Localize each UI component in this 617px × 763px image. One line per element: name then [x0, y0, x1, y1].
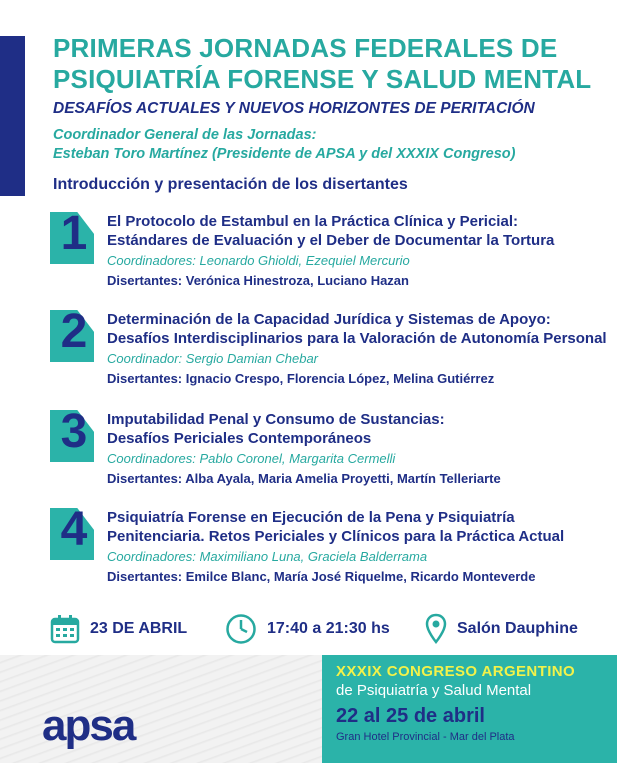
- session-coordinators: Coordinadores: Maximiliano Luna, Graciela Balderrama: [107, 549, 428, 564]
- session-text: [107, 212, 617, 290]
- calendar-icon: [50, 614, 80, 644]
- congress-dates: 22 al 25 de abril: [336, 705, 485, 727]
- session-title-line1: El Protocolo de Estambul en la Práctica Clínica y Pericial:: [107, 213, 518, 230]
- place-info: [425, 612, 578, 646]
- session-number: 2: [60, 305, 88, 358]
- location-pin-icon: [425, 613, 447, 645]
- clock-icon: [225, 613, 257, 645]
- session-title-line1: Imputabilidad Penal y Consumo de Sustancias:: [107, 411, 445, 428]
- session-title-line1: Determinación de la Capacidad Jurídica y Sistemas de Apoyo:: [107, 311, 551, 328]
- session-number: 1: [60, 207, 88, 260]
- time-text: 17:40 a 21:30 hs: [267, 620, 390, 637]
- place-text: Salón Dauphine: [457, 620, 578, 637]
- congress-venue: Gran Hotel Provincial - Mar del Plata: [336, 731, 515, 743]
- coordinator-name: Esteban Toro Martínez (Presidente de APSA y del XXXIX Congreso): [53, 146, 516, 162]
- session-number: 4: [60, 503, 88, 556]
- session-title-line1: Psiquiatría Forense en Ejecución de la Pena y Psiquiatría: [107, 509, 515, 526]
- general-coordinator: [53, 126, 613, 164]
- event-subtitle: DESAFÍOS ACTUALES Y NUEVOS HORIZONTES DE PERITACIÓN: [53, 100, 535, 117]
- session-number: 3: [60, 405, 88, 458]
- session-text: [107, 410, 617, 488]
- session-title-line2: Penitenciaria. Retos Periciales y Clínicos para la Práctica Actual: [107, 528, 565, 545]
- session-text: [107, 310, 617, 388]
- session-title-line2: Desafíos Interdisciplinarios para la Valoración de Autonomía Personal: [107, 330, 607, 347]
- apsa-logo: [40, 700, 160, 750]
- event-title: [53, 33, 613, 95]
- time-info: [225, 612, 390, 646]
- svg-text:apsa: apsa: [42, 701, 135, 750]
- congress-title: XXXIX CONGRESO ARGENTINO: [336, 663, 576, 680]
- session-speakers: Disertantes: Alba Ayala, Maria Amelia Proyetti, Martín Telleriarte: [107, 471, 501, 486]
- session-text: [107, 508, 617, 586]
- event-info: [50, 612, 610, 646]
- event-title-line1: PRIMERAS JORNADAS FEDERALES DE: [53, 33, 558, 63]
- session-speakers: Disertantes: Verónica Hinestroza, Luciano Hazan: [107, 273, 409, 288]
- session-speakers: Disertantes: Ignacio Crespo, Florencia López, Melina Gutiérrez: [107, 371, 495, 386]
- date-text: 23 DE ABRIL: [90, 620, 188, 637]
- event-title-line2: PSIQUIATRÍA FORENSE Y SALUD MENTAL: [53, 64, 592, 94]
- date-info: [50, 612, 187, 646]
- session-coordinators: Coordinadores: Pablo Coronel, Margarita Cermelli: [107, 451, 396, 466]
- intro-heading: Introducción y presentación de los disertantes: [53, 176, 408, 193]
- congress-banner: [322, 655, 617, 763]
- session-coordinators: Coordinadores: Leonardo Ghioldi, Ezequiel Mercurio: [107, 253, 410, 268]
- session-speakers: Disertantes: Emilce Blanc, María José Riquelme, Ricardo Monteverde: [107, 569, 536, 584]
- session-title-line2: Estándares de Evaluación y el Deber de Documentar la Tortura: [107, 232, 555, 249]
- accent-bar: [0, 36, 25, 196]
- session-coordinators: Coordinador: Sergio Damian Chebar: [107, 351, 319, 366]
- session-title-line2: Desafíos Periciales Contemporáneos: [107, 430, 372, 447]
- congress-subtitle: de Psiquiatría y Salud Mental: [336, 682, 532, 699]
- coordinator-label: Coordinador General de las Jornadas:: [53, 127, 317, 143]
